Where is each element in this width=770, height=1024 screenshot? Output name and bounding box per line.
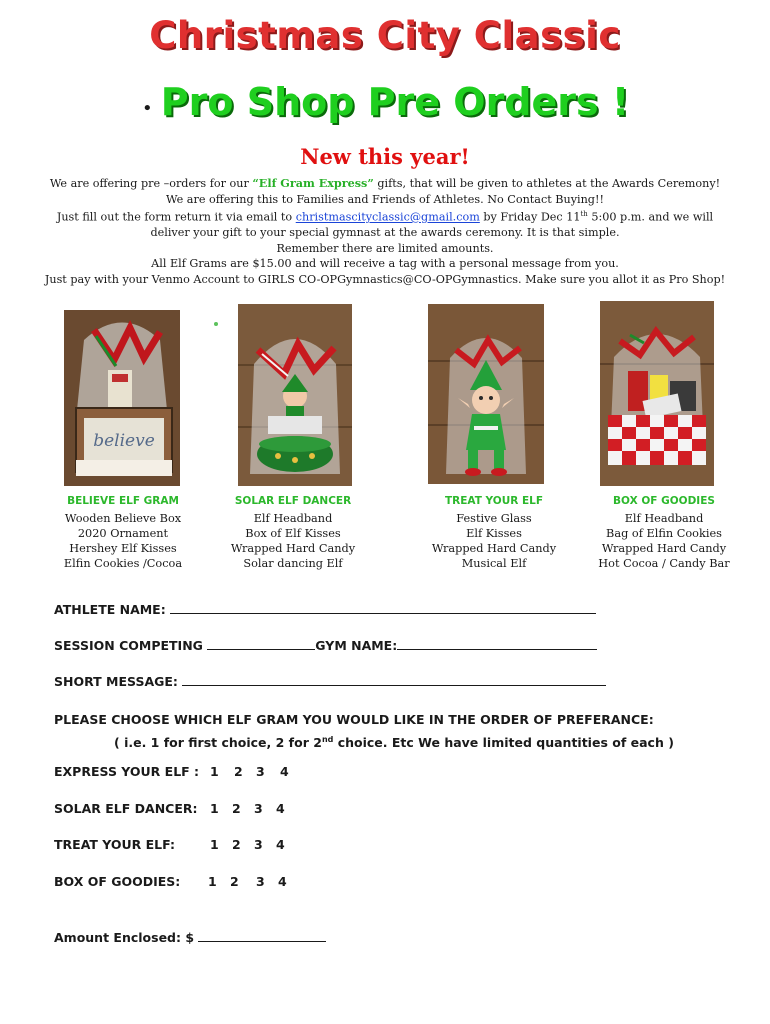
rank-3[interactable]: 3 bbox=[254, 837, 263, 852]
small-green-dot bbox=[214, 322, 218, 326]
preference-instructions bbox=[54, 710, 674, 753]
product-item: Wrapped Hard Candy bbox=[431, 542, 557, 555]
product-item: Hershey Elf Kisses bbox=[69, 542, 177, 555]
amount-enclosed-field[interactable] bbox=[198, 928, 326, 942]
option-label: TREAT YOUR ELF: bbox=[54, 837, 175, 852]
rank-3[interactable]: 3 bbox=[254, 801, 263, 816]
intro-text bbox=[40, 176, 730, 287]
product-item: Festive Glass bbox=[456, 512, 532, 525]
athlete-name-label: ATHLETE NAME: bbox=[54, 602, 166, 617]
option-label: EXPRESS YOUR ELF : bbox=[54, 764, 200, 779]
product-item: Elf Kisses bbox=[466, 527, 522, 540]
product-name: BELIEVE ELF GRAM bbox=[67, 495, 179, 507]
option-label: SOLAR ELF DANCER: bbox=[54, 801, 198, 816]
amount-enclosed-row bbox=[54, 928, 326, 945]
athlete-name-row bbox=[54, 600, 596, 617]
athlete-name-field[interactable] bbox=[170, 600, 596, 614]
intro-line-6: All Elf Grams are $15.00 and will receive a tag with a personal message from you. bbox=[151, 257, 619, 271]
preference-example: ( i.e. 1 for first choice, 2 for 2nd choice. Etc We have limited quantities of each ) bbox=[114, 735, 674, 751]
product-item: Wrapped Hard Candy bbox=[601, 542, 727, 555]
product-treat-your-elf bbox=[418, 494, 570, 571]
rank-1[interactable]: 1 bbox=[210, 764, 219, 779]
product-item: Wrapped Hard Candy bbox=[230, 542, 356, 555]
session-competing-label: SESSION COMPETING bbox=[54, 638, 203, 653]
product-item: Elf Headband bbox=[253, 512, 333, 525]
rank-4[interactable]: 4 bbox=[276, 801, 285, 816]
product-solar-elf-dancer bbox=[218, 494, 368, 571]
product-box-of-goodies bbox=[594, 494, 734, 571]
rank-1[interactable]: 1 bbox=[210, 837, 219, 852]
box-of-goodies-photo bbox=[600, 301, 714, 486]
product-believe-elf-gram bbox=[48, 494, 198, 571]
rank-3[interactable]: 3 bbox=[256, 764, 265, 779]
rank-4[interactable]: 4 bbox=[276, 837, 285, 852]
rank-2[interactable]: 2 bbox=[232, 837, 241, 852]
page-subtitle: Pro Shop Pre Orders ! bbox=[160, 80, 630, 124]
product-item: 2020 Ornament bbox=[77, 527, 169, 540]
bullet-point: • bbox=[142, 98, 153, 119]
amount-enclosed-label: Amount Enclosed: $ bbox=[54, 930, 195, 945]
option-express-your-elf bbox=[54, 764, 289, 779]
intro-line-1: We are offering pre –orders for our “Elf Gram Express” gifts, that will be given to athletes at the Awards Ceremony! bbox=[49, 176, 721, 190]
solar-elf-dancer-photo bbox=[238, 304, 352, 486]
option-label: BOX OF GOODIES: bbox=[54, 874, 181, 889]
gym-name-label: GYM NAME: bbox=[315, 638, 398, 653]
option-treat-your-elf bbox=[54, 837, 285, 852]
new-this-year-heading: New this year! bbox=[300, 144, 470, 169]
product-item: Box of Elf Kisses bbox=[245, 527, 341, 540]
email-link[interactable]: christmascityclassic@gmail.com bbox=[295, 210, 480, 224]
product-item: Elfin Cookies /Cocoa bbox=[63, 557, 183, 570]
product-name: BOX OF GOODIES bbox=[613, 495, 715, 507]
short-message-label: SHORT MESSAGE: bbox=[54, 674, 178, 689]
rank-2[interactable]: 2 bbox=[234, 764, 243, 779]
treat-your-elf-photo bbox=[428, 304, 544, 484]
product-item: Hot Cocoa / Candy Bar bbox=[598, 557, 730, 570]
rank-2[interactable]: 2 bbox=[232, 801, 241, 816]
rank-4[interactable]: 4 bbox=[278, 874, 287, 889]
product-name: TREAT YOUR ELF bbox=[444, 495, 543, 507]
gym-name-field[interactable] bbox=[397, 636, 597, 650]
product-item: Musical Elf bbox=[461, 557, 527, 570]
page-title: Christmas City Classic bbox=[149, 14, 621, 57]
rank-1[interactable]: 1 bbox=[208, 874, 217, 889]
intro-line-3: Just fill out the form return it via email to christmascityclassic@gmail.com by Friday Dec 11th 5:00 p.m. and we will bbox=[56, 210, 714, 224]
rank-4[interactable]: 4 bbox=[280, 764, 289, 779]
session-gym-row bbox=[54, 636, 597, 653]
intro-line-5: Remember there are limited amounts. bbox=[276, 241, 494, 255]
intro-line-4: deliver your gift to your special gymnast at the awards ceremony. It is that simple. bbox=[150, 226, 620, 240]
rank-1[interactable]: 1 bbox=[210, 801, 219, 816]
product-item: Solar dancing Elf bbox=[243, 557, 343, 570]
product-name: SOLAR ELF DANCER bbox=[234, 495, 352, 507]
session-competing-field[interactable] bbox=[207, 636, 315, 650]
product-item: Elf Headband bbox=[624, 512, 704, 525]
product-item: Bag of Elfin Cookies bbox=[606, 527, 722, 540]
product-item: Wooden Believe Box bbox=[64, 512, 182, 525]
intro-line-7: Just pay with your Venmo Account to GIRLS CO-OPGymnastics@CO-OPGymnastics. Make sure you allot it as Pro Shop! bbox=[44, 272, 726, 286]
preference-heading: PLEASE CHOOSE WHICH ELF GRAM YOU WOULD LIKE IN THE ORDER OF PREFERANCE: bbox=[54, 712, 654, 727]
believe-elf-gram-photo bbox=[64, 310, 180, 486]
option-box-of-goodies bbox=[54, 874, 287, 889]
option-solar-elf-dancer bbox=[54, 801, 285, 816]
short-message-field[interactable] bbox=[182, 672, 606, 686]
elf-gram-express-highlight: “Elf Gram Express” bbox=[252, 176, 374, 190]
intro-line-2: We are offering this to Families and Friends of Athletes. No Contact Buying!! bbox=[166, 192, 604, 206]
rank-2[interactable]: 2 bbox=[230, 874, 239, 889]
rank-3[interactable]: 3 bbox=[256, 874, 265, 889]
short-message-row bbox=[54, 672, 606, 689]
believe-sign-text: believe bbox=[93, 431, 155, 451]
